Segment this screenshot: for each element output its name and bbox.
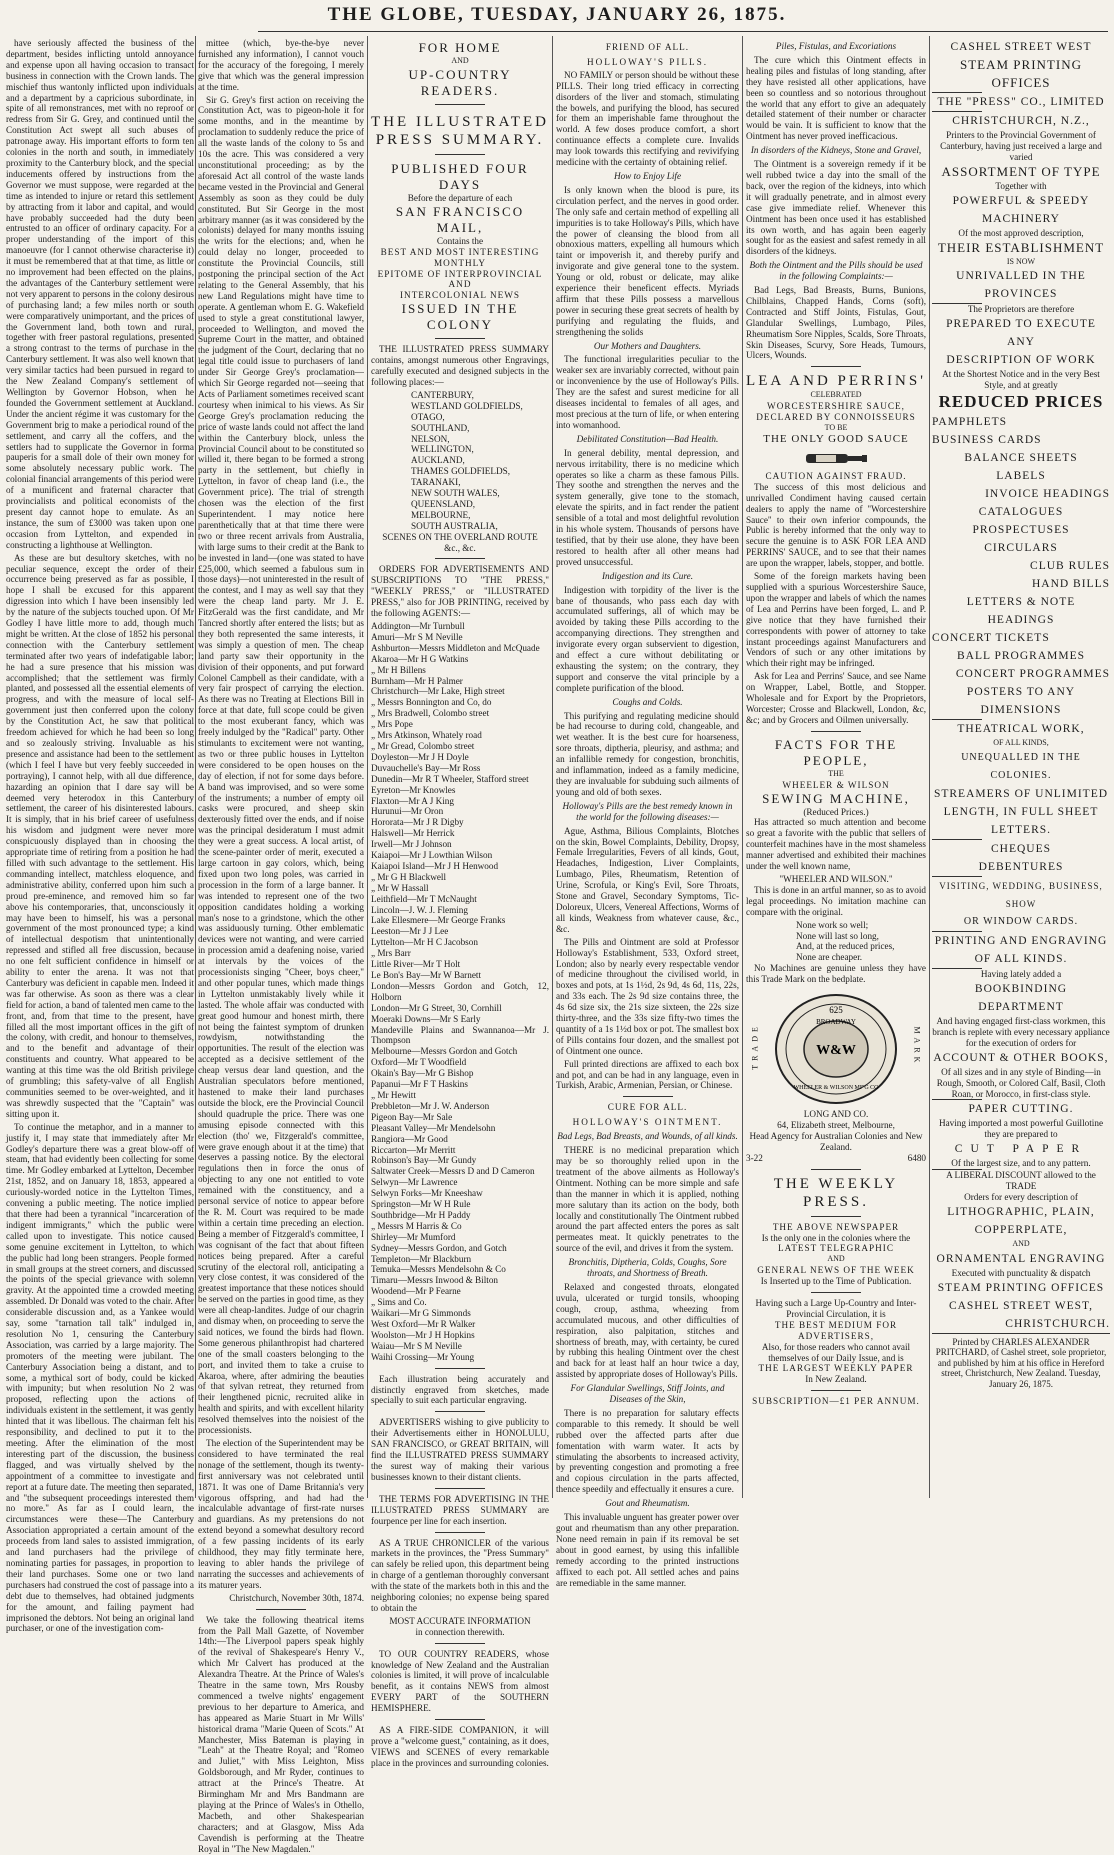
ad-paragraph: The Pills and Ointment are sold at Professor Holloway's Establishment, 533, Oxford street, London; also by nearly every respectable vendor of medicine throughout the civilised world, in boxes and pots, at 1s 1½d, 2s 9d, 4s 6d, 11s, 22s, and 33s each. The 2s 9d size contains three, the 4s 6d size six, the 21s size sixteen, the 22s size thirty-three, and the 33s size fifty-two times the quantity of a 1s 1½d box or pot. The smallest box of Pills contains four dozen, and the smallest pot of Ointment one ounce. <box>556 936 739 1056</box>
ad-paragraph: This is done in an artful manner, so as to avoid legal proceedings. No imitation machine can compare with the original. <box>746 884 926 917</box>
ad-title: FACTS FOR THE PEOPLE, <box>774 736 898 768</box>
ad-paragraph: This purifying and regulating medicine should be had recourse to during cold, changeable, and wet weather. It is the best cure for hoarseness, sore throats, diptheria, pleurisy, and asthma; and an infallible remedy for congestion, bronchitis, and inflammation, indeed as a family medicine, they are invaluable for subduing such ailments of young and old of both sexes. <box>556 710 739 797</box>
divider <box>435 558 485 559</box>
ad-paragraph: Indigestion with torpidity of the liver is the bane of thousands, who pass each day with accumulated sufferings, all of which may be avoided by taking these Pills according to the accompanying directions. They strengthen and invigorate every organ subservient to digestion, and effect a cure without debilitating or exhausting the system; on the contrary, they support and conserve the vital principle by a complete purification of the blood. <box>556 584 739 693</box>
agent-item: Waiau—Mr S M Neville <box>371 1340 462 1351</box>
agent-item: „ Mrs Atkinson, Whately road <box>371 730 482 741</box>
ad-text: BEST AND MOST INTERESTING <box>380 246 540 257</box>
ad-text: 64, Elizabeth street, Melbourne, <box>777 1119 895 1130</box>
ad-heading: DEBENTURES <box>978 861 1064 874</box>
ad-subheading: Bad Legs, Bad Breasts, and Wounds, of all kinds. <box>557 1131 738 1142</box>
divider <box>435 104 485 105</box>
masthead-rule <box>258 31 1108 32</box>
divider <box>811 1292 861 1293</box>
agent-item: Riccarton—Mr Merritt <box>371 1144 456 1155</box>
ad-subheading: Piles, Fistulas, and Excoriations <box>775 41 897 51</box>
agent-item: Sydney—Messrs Gordon, and Gotch <box>371 1242 507 1253</box>
place-item: WELLINGTON, <box>411 444 474 455</box>
ad-heading: POWERFUL & SPEEDY MACHINERY <box>952 194 1090 225</box>
agent-item: Eyreton—Mr Knowles <box>371 784 456 795</box>
seal-top-text: BROADWAY <box>816 1018 856 1027</box>
ad-subheading: Both the Ointment and the Pills should be used in the following Complaints:— <box>749 260 923 282</box>
ad-paragraph: AS A FIRE-SIDE COMPANION, it will prove a "welcome guest," containing, as it does, VIEWS and SCENES of every remarkable place in the provinces and surrounding colonies. <box>371 1725 549 1768</box>
ad-title: PRESS SUMMARY. <box>375 131 545 148</box>
ad-text: EPITOME OF INTERPROVINCIAL AND <box>377 268 543 290</box>
ad-heading: FOR HOME <box>418 40 502 55</box>
ad-subheading: Holloway's Pills are the best remedy known in the world for the following diseases:— <box>562 800 733 822</box>
agent-item: „ Mrs Barr <box>371 948 411 959</box>
ad-subheading: Coughs and Colds. <box>612 696 683 707</box>
ad-subheading: Bronchitis, Diptheria, Colds, Coughs, Sore throats, and Shortness of Breath. <box>568 1257 727 1279</box>
agent-item: „ Messrs M Harris & Co <box>371 1220 462 1231</box>
article-paragraph: We take the following theatrical items from the Pall Mall Gazette, of November 14th:—The Liverpool papers speak highly of the revival of Shakespeare's Henry V., which Mr Calvert has produced at the Alexandra Theatre. At the Prince of Wales's Theatre in the same town, Mrs Rousby commenced a twelve nights' engagement previous to her departure to America, and has appeared as Marie Stuart in Mr Wills' historical drama "Marie Queen of Scots." At Manchester, Miss Bateman is playing in "Leah" at the Theatre Royal; and "Romeo and Juliet," with Miss Leighton, Miss Goldsborough, and Mr Ryder, continues to attract at the Prince's Theatre. At Birmingham Mr and Mrs Bandmann are playing at the Prince of Wales's in Othello, Macbeth, and other Shakespearian characters; and at Glasgow, Miss Ada Cavendish is performing at the Theatre Royal in "The New Magdalen." <box>198 1614 364 1854</box>
divider <box>435 1532 485 1533</box>
ad-title: THE WEEKLY PRESS. <box>773 1175 899 1210</box>
agent-item: Irwell—Mr J Johnson <box>371 839 452 850</box>
ad-paragraph: Has attracted so much attention and become so great a favorite with the public that sellers of counterfeit machines have in the most shameless manner advertised and exhibited their machines under the well known name, <box>746 817 926 872</box>
agent-item: Leithfield—Mr T McNaught <box>371 893 477 904</box>
agent-item: London—Mr G Street, 30, Cornhill <box>371 1002 502 1013</box>
ad-heading: DECLARED BY CONNOISSEURS <box>756 412 916 423</box>
agent-item: Woolston—Mr J H Hopkins <box>371 1329 475 1340</box>
ad-text: Having such a Large Up-Country and Inter-Provincial Circulation, it is <box>755 1298 917 1319</box>
ad-subheading: Indigestion and its Cure. <box>601 570 694 581</box>
ad-heading: ASSORTMENT OF TYPE <box>941 163 1101 179</box>
ad-paragraph: ORDERS FOR ADVERTISEMENTS AND SUBSCRIPTIONS TO "THE PRESS," "WEEKLY PRESS," or "ILLUSTRATED PRESS," also for JOB PRINTING, received by the following AGENTS:— <box>371 564 549 619</box>
ad-heading: BOOKBINDING DEPARTMENT <box>974 982 1068 1013</box>
column-2-article <box>198 38 364 1854</box>
agent-item: Kaiapoi Island—Mr J H Henwood <box>371 860 499 871</box>
place-item: NELSON, <box>411 433 450 444</box>
agent-item: Christchurch—Mr Lake, High street <box>371 686 505 697</box>
ad-paragraph: Ague, Asthma, Bilious Complaints, Blotches on the skin, Bowel Complaints, Debility, Dropsy, Female Irregularities, Fevers of all kinds, Gout, Headaches, Indigestion, Liver Complaints, Lumbago, Piles, Rheumatism, Retention of Urine, Scrofula, or King's Evil, Sore Throats, Stone and Gravel, Secondary Symptoms, Tic-Doloreux, Ulcers, Venereal Affections, Worms of all kinds, Weakness from whatever cause, &c., &c. <box>556 825 739 934</box>
agent-item: Lincoln—J. W. J. Fleming <box>371 904 468 915</box>
ad-text: CELEBRATED <box>810 390 862 400</box>
service-item: HAND BILLS <box>1031 578 1110 591</box>
ad-text: Head Agency for Australian Colonies and New Zealand. <box>749 1130 923 1152</box>
agent-item: „ Mr H Billens <box>371 664 426 675</box>
column-rule <box>367 36 368 1498</box>
agent-item: Doyleston—Mr J H Doyle <box>371 751 469 762</box>
ad-paragraph: THE TERMS FOR ADVERTISING IN THE ILLUSTRATED PRESS SUMMARY are fourpence per line for each insertion. <box>371 1493 549 1526</box>
column-3-press-summary-ad <box>371 38 549 1768</box>
agent-item: Temuka—Messrs Mendelsohn & Co <box>371 1264 506 1275</box>
ad-heading: CHRISTCHURCH. <box>1005 1317 1110 1330</box>
agent-item: Kaiapoi—Mr J Lowthian Wilson <box>371 850 493 861</box>
divider <box>435 1643 485 1644</box>
divider <box>435 1719 485 1720</box>
ad-heading: THE ONLY GOOD SAUCE <box>763 433 909 445</box>
agent-item: „ Mrs Pope <box>371 719 413 730</box>
ad-heading: WHEELER & WILSON <box>782 779 890 790</box>
seal-number: 625 <box>829 1005 843 1016</box>
ad-paragraph: Is only known when the blood is pure, its circulation perfect, and the nerves in good order. The only safe and certain method of expelling all impurities is to take Holloway's Pills, which have the power of cleansing the blood from all obnoxious matters, expelling all humours which taint or impoverish it, and thereby purify and invigorate and give general tone to the system. Young or old, robust or delicate, may alike experience their beneficent effects. Myriads affirm that these Pills possess a marvellous power in securing these great secrets of health by purifying and regulating the fluids, and strengthening the solids <box>556 184 739 337</box>
divider <box>811 1216 861 1217</box>
ad-text: Of the largest size, and to any pattern. <box>951 1158 1091 1169</box>
ad-text: AND <box>827 1254 845 1264</box>
ad-text: Contains the <box>436 235 484 246</box>
ad-heading: CURE FOR ALL. <box>607 1102 688 1113</box>
divider <box>435 1488 485 1489</box>
ad-heading: SUBSCRIPTION—£1 PER ANNUM. <box>752 1396 920 1407</box>
agent-item: „ Sims and Co. <box>371 1297 427 1308</box>
agent-item: „ Mr Gread, Colombo street <box>371 740 475 751</box>
ad-paragraph: Some of the foreign markets having been supplied with a spurious Worcestershire Sauce, upon the wrapper and labels of which the names of Lea and Perrins have been forged, L. and P. give notice that they have furnished their correspondents with power of attorney to take instant proceedings against Manufacturers and Vendors of such or any other imitations by which their right may be infringed. <box>746 571 926 669</box>
slogan-line: None work so well; <box>796 919 869 930</box>
agent-item: Mandeville Plains and Swannanoa—Mr J. Thompson <box>371 1024 549 1046</box>
ad-text: INTERCOLONIAL NEWS <box>400 290 520 301</box>
ad-text: AND <box>1012 1238 1030 1248</box>
agent-item: Papanui—Mr F T Haskins <box>371 1079 468 1090</box>
column-1-article <box>6 38 194 1634</box>
agent-item: Lyttelton—Mr H C Jacobson <box>371 937 478 948</box>
column-rule <box>552 36 553 1498</box>
ad-text: LONG AND CO. <box>803 1109 869 1120</box>
mark-label: MARK <box>912 1026 922 1067</box>
printer-imprint: Printed by CHARLES ALEXANDER PRITCHARD, of Cashel street, sole proprietor, and published by him at his office in Hereford street, Christchurch, New Zealand. Tuesday, January 26, 1875. <box>932 1333 1110 1390</box>
column-6-printing-ad <box>932 38 1110 1496</box>
seal-center-text: W&W <box>816 1043 856 1059</box>
seal-bottom-text: WHEELER & WILSON MF'G CO <box>793 1085 879 1092</box>
ad-heading: VISITING, WEDDING, BUSINESS, SHOW <box>939 881 1103 910</box>
agent-item: Selwyn—Mr Lawrence <box>371 1177 458 1188</box>
agent-item: Robinson's Bay—Mr Gundy <box>371 1155 477 1166</box>
ad-text: Of the most approved description, <box>958 227 1084 238</box>
ad-text: in connection therewith. <box>415 1626 505 1637</box>
column-rule <box>742 36 743 1498</box>
ad-heading: CHEQUES <box>990 843 1052 856</box>
ad-heading: GENERAL NEWS OF THE WEEK <box>757 1265 915 1276</box>
agent-item: Pigeon Bay—Mr Sale <box>371 1111 453 1122</box>
agent-item: Southbridge—Mr H Paddy <box>371 1209 471 1220</box>
agent-item: Addington—Mr Turnbull <box>371 621 465 631</box>
slogan-line: And, at the reduced prices, <box>796 941 895 952</box>
ad-paragraph: There is no preparation for salutary effects comparable to this remedy. It should be well rubbed over the affected parts after due fomentation with warm water. It acts by stimulating the absorbents to increased activity, by preventing congestion and promoting a free and copious circulation in the parts affected, thence speedily and effectually it ensures a cure. <box>556 1407 739 1495</box>
ad-heading: THEIR ESTABLISHMENT <box>937 239 1105 255</box>
agent-item: Duvauchelle's Bay—Mr Ross <box>371 762 481 773</box>
service-item: CATALOGUES <box>978 506 1064 519</box>
ad-paragraph: Bad Legs, Bad Breasts, Burns, Bunions, Chilblains, Chapped Hands, Corns (soft), Contracted and Stiff Joints, Fistulas, Gout, Glandular Swellings, Lumbago, Piles, Rheumatism Sore Nipples, Scalds, Sore Throats, Skin Diseases, Scurvy, Sore Heads, Tumours, Ulcers, Wounds. <box>746 285 926 361</box>
agent-item: Templeton—Mr Blackburn <box>371 1253 472 1264</box>
agent-item: „ Mr G H Blackwell <box>371 871 447 882</box>
agent-item: Dunedin—Mr R T Wheeler, Stafford street <box>371 773 529 784</box>
place-item: SOUTHLAND, <box>411 422 470 433</box>
service-item: INVOICE HEADINGS <box>985 488 1110 501</box>
ad-text: Having imported a most powerful Guillotine they are prepared to <box>938 1118 1104 1140</box>
agent-item: London—Messrs Gordon and Gotch, 12, Holborn <box>371 980 549 1002</box>
ad-heading: LENGTH, IN FULL SHEET <box>943 806 1099 819</box>
ad-heading: CHRISTCHURCH, N.Z., <box>952 115 1090 127</box>
ad-ref: 3-22 <box>746 1152 763 1163</box>
ad-heading: OR WINDOW CARDS. <box>963 916 1079 928</box>
ad-text: And having engaged first-class workmen, this branch is replete with every necessary appliance for the execution of orders for <box>932 1015 1110 1048</box>
divider <box>811 1390 861 1391</box>
place-item: AUCKLAND, <box>411 455 465 466</box>
ad-text: Is Inserted up to the Time of Publication. <box>760 1276 912 1287</box>
agent-item: Springston—Mr W H Rule <box>371 1199 471 1210</box>
agent-item: „ Messrs Bonnington and Co, do <box>371 697 492 708</box>
service-item: PROSPECTUSES <box>972 524 1070 537</box>
ad-subheading: Debilitated Constitution—Bad Health. <box>576 433 719 444</box>
ad-heading: FRIEND OF ALL. <box>605 42 690 52</box>
ad-title: REDUCED PRICES <box>938 392 1104 412</box>
ad-heading: CASHEL STREET WEST <box>950 41 1092 53</box>
ad-heading: SAN FRANCISCO MAIL, <box>395 203 525 235</box>
column-5-ads <box>746 38 926 1496</box>
ad-paragraph: This invaluable unguent has greater power over gout and rheumatism than any other preparation. None need remain in pain if its removal be set about in good earnest, by using this infallible remedy according to the printed instructions affixed to each pot. All settled aches and pains are remediable in the same manner. <box>556 1512 740 1588</box>
ad-ref: 6480 <box>907 1152 926 1163</box>
ad-text: Before the departure of each <box>407 192 513 203</box>
place-item: THAMES GOLDFIELDS, <box>411 466 511 477</box>
ad-title: THE ILLUSTRATED <box>371 113 549 130</box>
agent-list <box>371 621 549 1363</box>
ad-paragraph: In general debility, mental depression, and nervous irritability, there is no medicine which operates so like a charm as these famous Pills. They soothe and strengthen the nerves and the system generally, give tone to the stomach, elevate the spirits, and in fact render the patient sensible of a total and most delightful revolution in his whole system. Thousands of persons have testified, that by their use alone, they have been restored to health after all other means had proved unsuccessful. <box>556 447 739 567</box>
ad-heading: THE BEST MEDIUM FOR ADVERTISERS, <box>774 1319 898 1341</box>
ad-text: A LIBERAL DISCOUNT allowed to the TRADE <box>946 1170 1096 1192</box>
agent-item: Leeston—Mr J J Lee <box>371 926 449 937</box>
divider <box>435 154 485 155</box>
ad-heading: SEWING MACHINE, <box>762 790 910 806</box>
agent-item: Moeraki Downs—Mr S Early <box>371 1013 481 1024</box>
ad-text: THE <box>828 768 844 778</box>
ad-text: (Reduced Prices.) <box>803 806 869 817</box>
divider <box>435 338 485 339</box>
ad-paragraph: Each illustration being accurately and distinctly engraved from sketches, made specially to suit each particular engraving. <box>371 1373 549 1406</box>
ad-heading: PUBLISHED FOUR DAYS <box>391 160 529 192</box>
ad-heading: STREAMERS OF UNLIMITED <box>933 788 1109 801</box>
ad-paragraph: No Machines are genuine unless they have this Trade Mark on the bedplate. <box>746 963 926 985</box>
slogan-line: None will last so long, <box>796 930 879 941</box>
ad-heading: THE "PRESS" CO., LIMITED <box>937 96 1105 108</box>
service-item: CLUB RULES <box>1030 560 1110 573</box>
ad-text: TO BE <box>824 423 848 433</box>
divider <box>811 366 861 367</box>
column-rule <box>929 36 930 1498</box>
article-dateline: Christchurch, November 30th, 1874. <box>229 1592 364 1603</box>
ad-title: HOLLOWAY'S PILLS. <box>586 56 709 67</box>
agent-item: West Oxford—Mr R Walker <box>371 1319 476 1329</box>
agent-item: Hororata—Mr J R Digby <box>371 817 464 828</box>
service-item: LABELS <box>996 470 1046 483</box>
ad-subheading: Gout and Rheumatism. <box>605 1498 690 1509</box>
ad-heading: THE ABOVE NEWSPAPER <box>772 1221 900 1232</box>
ad-text: Orders for every description of <box>964 1191 1078 1202</box>
ad-text: OF ALL KINDS, <box>993 738 1049 748</box>
ad-subheading: How to Enjoy Life <box>613 170 682 181</box>
ad-text: Printers to the Provincial Government of Canterbury, having just received a large and varied <box>940 130 1102 162</box>
ad-title: HOLLOWAY'S OINTMENT. <box>572 1117 723 1128</box>
ad-text: Having lately added a <box>980 969 1062 980</box>
ad-heading: WORCESTERSHIRE SAUCE, <box>767 401 905 412</box>
column-4-holloway-ad <box>556 38 740 1588</box>
ad-paragraph: THE ILLUSTRATED PRESS SUMMARY contains, amongst numerous other Engravings, carefully executed and designed subjects in the following places:— <box>371 344 549 387</box>
service-item: PAMPHLETS <box>932 416 1008 429</box>
agent-item: Selwyn Forks—Mr Kneeshaw <box>371 1188 483 1199</box>
agent-item: Melbourne—Messrs Gordon and Gotch <box>371 1046 518 1057</box>
service-list <box>932 413 1110 719</box>
place-list <box>371 390 549 532</box>
service-item: POSTERS TO ANY DIMENSIONS <box>966 686 1076 717</box>
ad-heading: STEAM PRINTING OFFICES <box>937 1281 1105 1294</box>
ad-paragraph: AS A TRUE CHRONICLER of the various markets in the provinces, the "Press Summary" can safely be relied upon, this department being in charge of a gentleman thoroughly conversant with the state of the markets both in this and the neighboring colonies; no expense being spared to obtain the <box>371 1537 549 1613</box>
place-item: SOUTH AUSTRALIA, <box>411 520 498 531</box>
agent-item: Halswell—Mr Herrick <box>371 828 455 839</box>
ad-paragraph: TO OUR COUNTRY READERS, whose knowledge of New Zealand and the Australian colonies is limited, it will prove of incalculable benefit, as it contains NEWS from almost EVERY PART of the SOUTHERN HEMISPHERE. <box>371 1648 549 1714</box>
service-item: BALANCE SHEETS <box>964 452 1078 465</box>
service-item: CONCERT TICKETS <box>932 632 1050 645</box>
ad-paragraph: The cure which this Ointment effects in healing piles and fistulas of long standing, after they have resisted all other applications, have been so countless and so notorious throughout the world that any effort to give an adequately detailed statement of their number or character would be vain. It is sufficient to know that the Ointment has never proved inefficacious. <box>746 54 926 142</box>
ad-subheading: For Glandular Swellings, Stiff Joints, and Diseases of the Skin, <box>570 1383 725 1405</box>
ad-text: Also, for those readers who cannot avail themselves of our Daily Issue, and is <box>761 1341 911 1363</box>
ad-paragraph: The success of this most delicious and unrivalled Condiment having caused certain dealers to apply the name of "Worcestershire Sauce" to their own inferior compounds, the Public is hereby informed that the only way to secure the genuine is to ASK FOR LEA AND PERRINS' SAUCE, and to see that their names are upon the wrapper, labels, stopper, and bottle. <box>746 481 926 569</box>
agent-item: Oxford—Mr T Woodfield <box>371 1057 467 1068</box>
ad-paragraph: NO FAMILY or person should be without these PILLS. Their long tried efficacy in correcting disorders of the liver and stomach, stimulating the bowels, and purifying the blood, has secured for them an imperishable fame throughout the world. A few doses produce comfort, a short continuance effects a complete cure. Invalids may look towards this rectifying and revivifying medicine with the certainty of obtaining relief. <box>556 69 739 168</box>
place-item: CANTERBURY, <box>411 389 474 400</box>
ad-heading: UNEQUALLED IN THE COLONIES. <box>961 752 1081 782</box>
ad-heading: LETTERS. <box>990 824 1052 837</box>
agent-item: „ Mr W Hassall <box>371 882 429 893</box>
ad-heading: UNRIVALLED IN THE PROVINCES <box>956 270 1086 301</box>
agent-item: Waikari—Mr G Simmonds <box>371 1308 471 1319</box>
place-item: WESTLAND GOLDFIELDS, <box>411 400 523 411</box>
agent-item: Hurunui—Mr Oron <box>371 806 444 817</box>
divider <box>435 1368 485 1369</box>
agent-item: Amuri—Mr S M Neville <box>371 631 463 642</box>
ad-heading: THE LARGEST WEEKLY PAPER <box>758 1363 914 1374</box>
article-paragraph: To continue the metaphor, and in a manner to justify it, I may state that immediately after Mr Godley's departure there was a great blow-off of steam, that had evidently been collecting for some time. Mr Godley embarked at Lyttelton, December 21st, 1852, and on January 18, 1853, appeared a curiously-worded notice in the Lyttelton Times, convening a public meeting. The notice implied that there had been a tyrannical "incarceration of indigent immigrants," which the public were called upon to investigate. This notice caused some genuine excitement in Lyttelton, to which the public had long been strangers. People formed in small groups at the street corners, and discussed the points of the special grievance with solemn gravity. At the appointed time a crowded meeting assembled. Dr Donald was voted to the chair. After considerable discussion and, as a Yankee would say, some "tarnation tall talk" indulged in, resolution No 1, censuring the Canterbury Association, was carried by a large majority. The promoters of the meeting were jubilant. The Canterbury Association being a distant, and to some, a mythical sort of body, could be kicked with impunity; but when resolution No 2 was proposed, reflecting upon the actions of individuals existent in the settlement, it was gently hinted that it was libellous. The chairman felt his responsibility, and declined to put it to the meeting. After the elimination of the most interesting part of the discussion, the business flagged, and was virtually shelved by the appointment of a committee to investigate and report at a future date. The meeting then separated, and "the subsequent proceedings interested them no more." As far as I could learn, the circumstances were these—The Canterbury Association appropriated a certain amount of the proceeds from land sales to assisted immigration, and land purchasers had the privilege of nominating parties for passages, in proportion to their land purchases. Some one or two land purchasers had construed the cost of passage into a debt due to themselves, had obtained judgments for the amount, and failing payment had imprisoned the debtors. Not being an original land purchaser, or one of the investigation com- <box>6 1121 194 1634</box>
service-item: CIRCULARS <box>984 542 1058 555</box>
service-item: BALL PROGRAMMES <box>957 650 1085 663</box>
service-item: LETTERS & NOTE HEADINGS <box>966 596 1076 627</box>
ad-text: Together with <box>995 180 1047 191</box>
ad-text: &c., &c. <box>444 542 476 553</box>
agent-item: Lake Ellesmere—Mr George Franks <box>371 915 506 926</box>
trade-label: TRADE <box>750 1023 760 1070</box>
ad-text: "WHEELER AND WILSON." <box>779 874 893 884</box>
ad-heading: OF ALL KINDS. <box>974 953 1068 966</box>
ad-text: Executed with punctuality & dispatch <box>951 1267 1091 1278</box>
ad-heading: COPPERPLATE, <box>974 1223 1068 1236</box>
place-item: TARANAKI, <box>411 477 461 488</box>
ad-paragraph: Ask for Lea and Perrins' Sauce, and see Name on Wrapper, Label, Bottle, and Stopper. Wholesale and for Export by the Proprietors, Worcester; Crosse and Blackwell, London, &c, &c; and by Grocers and Oilmen universally. <box>746 671 926 725</box>
agent-item: Woodend—Mr P Fearne <box>371 1286 461 1297</box>
place-item: MELBOURNE, <box>411 509 471 520</box>
agent-item: Pleasant Valley—Mr Mendelsohn <box>371 1122 496 1133</box>
ad-text: Is the only one in the colonies where the <box>761 1232 911 1243</box>
article-paragraph: Sir G. Grey's first action on receiving the Constitution Act, was to pigeon-hole it for some months, and in the meantime by proclamation to suddenly reduce the price of all the waste lands of the colony to 5s and 10s the acre. This was considered a very unconstitutional proceeding; as by the aforesaid Act all control of the waste lands became vested in the Provincial and General Assembly as soon as they could be duly constituted. But Sir George in the most arbitrary manner (as it was considered by the colonists) delayed for many months issuing the writs for the elections; and, when he could delay no longer, proceeded to constitute the Provincial Councils, still postponing the principal section of the Act relating to the General Assembly, that his new Land Regulations might have time to operate. A gentleman whom E. G. Wakefield used to style a great constitutional lawyer, proceeded to Wellington, and moved the Supreme Court in the matter, and obtained the judgment of the Court, declaring that no legal title could issue to purchasers of land under Sir George Grey's proclamation—which Sir George regarded not—seeing that Acts of Parliament sometimes received scant courtesy when inimical to his views. As Sir George Grey's proclamation reducing the price of waste lands could not affect the land within the Canterbury block, unless the Provincial Council about to be constituted so willed it, there began to be formed a strong party in the settlement, but chiefly in Lyttelton, in favor of cheap land (i.e., the Government price). The trial of strength chosen was the election of the first Superintendent. I may notice here parenthetically that at that time there were two or three recent arrivals from Australia, with large sums to their credit at the Bank to be invested in land—(one was stated to have £25,000, which seemed a fabulous sum in those days)—not uninterested in the result of the contest, and I may as well say that they were the cheap land party. Mr J. E. FitzGerald was the first candidate, and Mr Tancred shortly after entered the lists; but as they both represented the same interests, it was simply a question of men. The cheap land party saw their opportunity in the division of their opponents, and put forward Colonel Campbell as their candidate, with a very fair prospect of carrying the election. As there was no Treating at Elections Bill in force at that date, full scope could be given to the most exuberant fancy, which was freely indulged by the "Radical" party. Other stimulants to excitement were not wanting, as two or three public houses in Lyttelton were considered to be open houses on the day of election, if not for some days before. A band was improvised, and so were some of the instruments; a number of empty oil casks were procured, and sheep skin dexterously fitted over the ends, and if noise was the principal desideratum I must admit they were a great success. A local artist, of the scene-painter order of merit, executed a large cartoon in gay colors, which, being fixed upon two long poles, was carried in procession in the form of a large banner. It was intended to represent one of the two opposition candidates holding a working man's nose to a grindstone, which the other was assiduously turning. Other emblematic devices were not wanting, and were carried in procession amid a deafening noise, varied at intervals by the voices of the processionists singing "Cheer, boys cheer," and other popular tunes, which made things in Lyttelton unmistakably lively while it lasted. The whole affair was conducted with great good humour and honest mirth, there not being the faintest symptom of drunken rowdyism, notwithstanding the opportunities. The result of the election was accepted as a decisive settlement of the cheap versus dear land question, and the Australian speculators before mentioned, hastened to make their land purchases outside the block, ere the Provincial Council should quadruple the price. There was one amusing episode connected with this election (tho' we, Fitzgerald's committee, were grave enough about it at the time) that deserves a passing notice. By the electoral regulations then in force the onus of objecting to any one not entitled to vote remained with the constituency, and a personal service of notice to appear before the R. M. Court was required to be made within a certain time preceding an election. Being a member of Fitzgerald's committee, I was cognisant of the fact that about fifteen notices being prepared. After a careful scrutiny of the electoral roll, anticipating a very close contest, it was considered of the greatest importance that these notices should be served on the parties in good time, as they were all cheap-landites. Judge of our chagrin and dismay when, on proceeding to serve the said notices, we found the birds had flown. Some generous philanthropist had chartered one of the small coasters belonging to the port, and invited them to take a cruise to Akaroa, where, after admiring the beauties of that sylvan retreat, they returned from their lengthened picnic, recruited alike in health and spirits, and with excellent hilarity resolved themselves into the noisiest of the processionists. <box>198 94 364 1436</box>
ad-text: At the Shortest Notice and in the very Best Style, and at greatly <box>942 369 1100 391</box>
ad-refs <box>746 1153 926 1164</box>
divider <box>623 1096 673 1097</box>
ad-heading: ISSUED IN THE COLONY <box>401 301 519 333</box>
ad-paragraph: Relaxed and congested throats, elongated uvula, ulcerated or turgid tonsils, whooping cough, croup, asthma, wheezing from accumulated mucous, and other difficulties of respiration, also palpitation, stitches and shortness of breath, may, with certainty, be cured by rubbing this healing Ointment over the chest and back for at least half an hour twice a day, assisted by appropriate doses of Holloway's Pills. <box>556 1281 739 1380</box>
agent-item: Shirley—Mr Mumford <box>371 1231 456 1242</box>
sauce-bottle-icon <box>796 449 876 467</box>
ad-text: IS NOW <box>1006 256 1036 266</box>
ad-heading: PAPER CUTTING. <box>968 1103 1074 1116</box>
place-item: NEW SOUTH WALES, <box>411 488 500 499</box>
ad-heading: ACCOUNT & OTHER BOOKS, <box>933 1051 1109 1064</box>
agent-item: Prebbleton—Mr J. W. Anderson <box>371 1100 490 1111</box>
ad-heading: ORNAMENTAL ENGRAVING <box>936 1252 1106 1265</box>
article-paragraph: mittee (which, bye-the-bye never furnished any information), I cannot vouch for the accuracy of the foregoing, I merely give that which was the general impression at the time. <box>198 38 364 92</box>
ad-text: In New Zealand. <box>805 1374 867 1385</box>
divider <box>811 1169 861 1170</box>
article-paragraph: The election of the Superintendent may be considered to have terminated the real nonage of the settlement, though its twenty-first anniversary was not celebrated until 1871. It was one of Dame Britannia's very vigorous offspring, and had had the incalculable advantage of first-rate nurses and guardians. As my pretensions do not extend beyond a somewhat desultory record of a few passing incidents of its early childhood, they may fitly terminate here, leaving to abler hands the privilege of narrating the successes and achievements of its maturer years. <box>198 1438 364 1590</box>
ad-heading: CASHEL STREET WEST, <box>948 1299 1094 1312</box>
agent-item: Little River—Mr T Holt <box>371 959 461 970</box>
agent-item: Le Bon's Bay—Mr W Barnett <box>371 970 482 980</box>
ad-paragraph: THERE is no medicinal preparation which may be so thoroughly relied upon in the treatment of the above ailments as Holloway's Ointment. Nothing can be more simple and safe than the manner in which it is applied, nothing more salutary than its action on the body, both locally and constitutionally The Ointment rubbed around the part affected enters the pores as salt permeates meat. It quickly penetrates to the source of the evil, and drives it from the system. <box>556 1145 739 1254</box>
agent-item: „ Mrs Bradwell, Colombo street <box>371 708 490 719</box>
trade-mark-block <box>746 991 926 1109</box>
ad-paragraph: Full printed directions are affixed to each box and pot, and can be had in any language, even in Turkish, Arabic, Armenian, Persian, or Chinese. <box>556 1058 739 1091</box>
divider <box>256 1609 306 1610</box>
ad-heading: THEATRICAL WORK, <box>957 723 1085 736</box>
agent-item: Rangiora—Mr Good <box>371 1133 448 1144</box>
ad-subheading: In disorders of the Kidneys, Stone and Gravel, <box>750 145 922 156</box>
agent-item: Ashburton—Messrs Middleton and McQuade <box>371 642 540 653</box>
agent-item: Flaxton—Mr A J King <box>371 795 454 806</box>
article-paragraph: As these are but desultory sketches, with no peculiar sequence, except the order of their occurrence being preserved as far as possible, I hope I shall be excused for this apparent digression into which I have been insensibly led by the nature of the subjects touched upon. Of Mr Godley I have little more to add, though much might be written. At the close of 1852 his personal connection with the Canterbury settlement terminated after two years of indefatigable labor; he had a sure presence that his mission was accomplished; that the settlement was firmly planted, and possessed all the essential elements of progress, and with the measure of local self-government just then conferred upon the colony by the Constitution Act, he saw that political freedom achieved for which he had been so long and so zealously striving. Invaluable as his presence and assistance had been to the settlement (which I feel I have but very feebly succeeded in portraying), I cannot help, with all due difference, hazarding an opinion that I dare say will be deemed very heterodox in this Canterbury settlement, the career of his disinterested labours. It is simply, that in his brief career of usefulness his wisdom and judgment were never more conspicuously displayed than in choosing the appropriate time of retiring from a position he had filled with such advantage to the settlement. His commanding intellect, matchless eloquence, and administrative ability, conferred upon him such a proud pre-eminence, and removed him so far above his contemporaries, that, unconsciously it may have been to himself, his was a personal government of the most pronounced type; a kind of intellectual despotism that unintentionally repressed and stifled all free discussion, because no one felt sufficient confidence in himself or ability to enter the arena. It was not that Canterbury was deficient in capable men. Indeed it was far otherwise. As soon as there was a clear field for action, a band of talented men came to the front, and, from that time to the present, have filled all the most important offices in the gift of the colony, with credit, and honour to themselves, and to the benefit and advantage of their constituents and country. What appeared to be wanting at this time was the old British privilege of grumbling; this safety-valve of all English communities seemed to be over-weighted, and it was shrewdly suspected that the "Captain" was sitting upon it. <box>6 552 194 1119</box>
ad-text: MOST ACCURATE INFORMATION <box>389 1615 531 1626</box>
ad-heading: LATEST TELEGRAPHIC <box>778 1243 894 1254</box>
ad-text: The Proprietors are therefore <box>967 304 1075 315</box>
agent-item: Burnham—Mr H Palmer <box>371 675 463 686</box>
ad-heading: UP-COUNTRY READERS. <box>408 66 512 98</box>
ad-heading: PRINTING AND ENGRAVING <box>934 935 1108 948</box>
ad-text: MONTHLY <box>433 257 486 268</box>
place-item: QUEENSLAND, <box>411 498 476 509</box>
agent-item: Saltwater Creek—Messrs D and D Cameron <box>371 1166 535 1177</box>
agent-item: „ Mr Hewitt <box>371 1089 416 1100</box>
ad-text: Of all sizes and in any style of Binding—in Rough, Smooth, or Colored Calf, Basil, Cloth Roan, or Morocco, in first-class style. <box>936 1066 1106 1099</box>
agent-item: Timaru—Messrs Inwood & Bilton <box>371 1275 499 1286</box>
divider <box>435 1411 485 1412</box>
masthead: THE GLOBE, TUESDAY, JANUARY 26, 1875. <box>327 4 787 25</box>
agent-item: Waihi Crossing—Mr Young <box>371 1351 475 1362</box>
ad-heading: DESCRIPTION OF WORK <box>946 354 1096 367</box>
ad-text: AND <box>451 56 469 65</box>
ad-title: LEA AND PERRINS' <box>746 373 926 390</box>
ad-heading: PREPARED TO EXECUTE ANY <box>946 318 1096 349</box>
ad-heading: CAUTION AGAINST FRAUD. <box>765 470 907 481</box>
place-item: OTAGO, <box>411 411 445 422</box>
ad-heading: CUT PAPER <box>954 1143 1088 1156</box>
wheeler-wilson-seal-icon <box>771 991 901 1107</box>
ad-paragraph: The functional irregularities peculiar to the weaker sex are invariably corrected, without pain or inconvenience by the use of Holloway's Pills. They are the safest and surest medicine for all diseases incidental to females of all ages, and most precious at the turn of life, or when entering into womanhood. <box>556 354 739 430</box>
ad-subheading: Our Mothers and Daughters. <box>593 340 702 351</box>
article-paragraph: have seriously affected the business of the department, besides inflicting untold annoyance and expense upon all having occasion to transact business in connection with the Crown lands. The mischief thus wantonly inflicted upon individuals and a department by a capricious subordinate, in spite of all remonstrances, met with no reproof or redress from Sir G. Grey, and continued until the Constitution Act swept all such abuses of patronage away. His important efforts to form ten colonies in the north and south, in immediately proximity to the Canterbury block, and the special inducements offered by instructions from the Governor we must suppose, were regarded at the time as intended to injure or retard this settlement by attracting from it labor and capital, and would have probably succeeded had the duty been entrusted to an officer of ordinary capacity. For a proper understanding of the import of this manoeuvre (for I cannot otherwise characterise it) it must be remembered that at that time, as little or no improvement had been effected on the plains, the advantages of the Canterbury settlement were not very apparent to persons in the colony desirous of purchasing land; a few miles north or south were comparatively unimportant, and the prices of the Government land, both town and rural, together with freer pastoral regulations, presented a strong contrast to the terms of purchase in the Canterbury settlement. It was also well known that very similar tactics had been pursued in regard to the New Zealand Company's settlement of Wellington by Governor Hobson, when he founded the Government settlement at Auckland. Under the ancient régime it was customary for the Government brig to make a periodical round of the settlement, and carry all the coffers, and the settlers had to supplicate the Governor in forma pauperis for a small dole of their own money for some absolutely necessary public work. The colonial financial arrangements of this period were of a munificent and fraternal character that provincialists and political economists of the present day cannot hope to emulate. As an instance, the sum of £3000 was taken upon one occasion from Lyttelton, and expended in constructing a lighthouse at Wellington. <box>6 38 194 550</box>
ad-paragraph: The Ointment is a sovereign remedy if it be well rubbed twice a day into the small of the back, over the region of the kidneys, into which it will gradually penetrate, and in almost every case give immediate relief. Whenever this Ointment has been once used it has established its own worth, and has again been eagerly sought for as the easiest and safest remedy in all disorders of the kidneys. <box>746 159 926 257</box>
divider <box>811 731 861 732</box>
agent-item: Okain's Bay—Mr G Bishop <box>371 1068 474 1079</box>
service-item: CONCERT PROGRAMMES <box>955 668 1110 681</box>
ad-title: STEAM PRINTING OFFICES <box>960 57 1082 90</box>
column-rule <box>195 36 196 1498</box>
ad-text: SCENES ON THE OVERLAND ROUTE <box>382 531 538 542</box>
service-item: BUSINESS CARDS <box>932 434 1042 447</box>
agent-item: Akaroa—Mr H G Watkins <box>371 653 469 664</box>
slogan-line: None are cheaper. <box>796 952 863 963</box>
ad-paragraph: ADVERTISERS wishing to give publicity to their Advertisements either in HONOLULU, SAN FRANCISCO, or GREAT BRITAIN, will find the ILLUSTRATED PRESS SUMMARY the surest way of making their various businesses known to their distant clients. <box>371 1417 549 1482</box>
ad-heading: LITHOGRAPHIC, PLAIN, <box>947 1205 1095 1218</box>
